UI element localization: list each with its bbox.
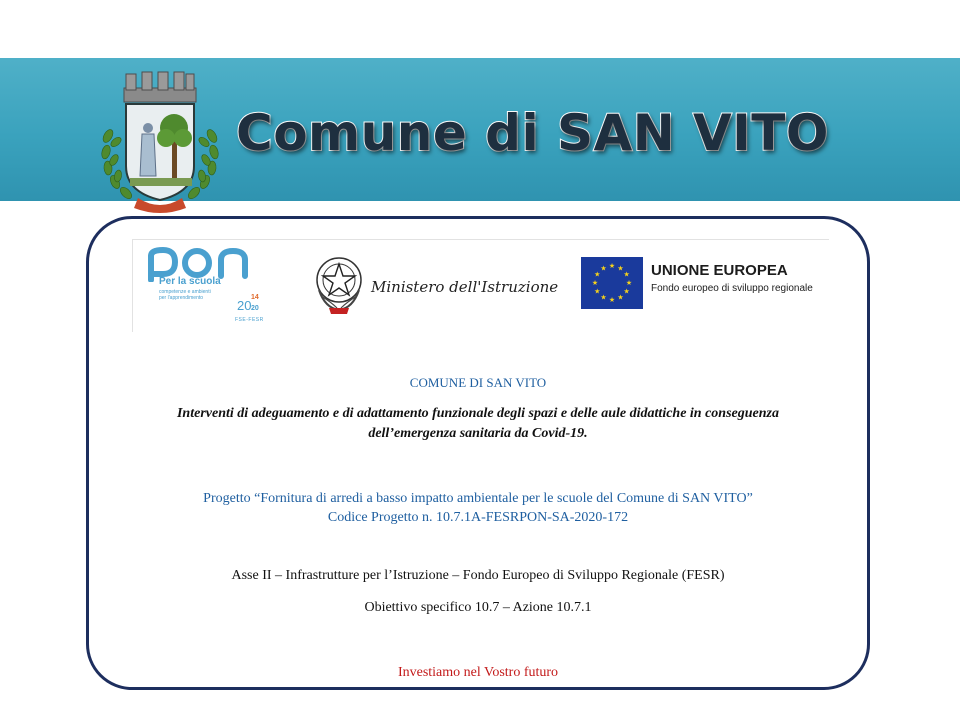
svg-text:★: ★ [623,287,630,296]
pon-line-3: per l'apprendimento [159,295,204,301]
page-title: Comune di SAN VITO [236,104,829,162]
municipal-crest-icon [90,66,230,216]
svg-text:★: ★ [623,270,630,279]
intervention-line-1: Interventi di adeguamento e di adattamento funzionale degli spazi e delle aule didattiche in conseguenza [176,406,779,421]
pon-line-2: competenze e ambienti [159,289,211,295]
svg-text:★: ★ [617,264,624,273]
svg-text:★: ★ [608,296,616,304]
pon-logo [145,246,265,328]
logo-strip [132,239,829,332]
svg-text:★: ★ [617,293,624,302]
ministry-label: Ministero dell'Istruzione [371,278,559,296]
pon-year-top: 14 [251,294,259,301]
svg-text:★: ★ [625,279,633,287]
pon-line-1: Per la scuola [159,276,221,287]
project-code: Codice Progetto n. 10.7.1A-FESRPON-SA-2020-172 [327,510,629,525]
svg-text:★: ★ [591,279,599,287]
motto: Investiamo nel Vostro futuro [397,665,559,680]
intervention-line-2: dell’emergenza sanitaria da Covid-19. [368,426,588,441]
svg-text:★: ★ [594,270,601,279]
eu-subtitle: Fondo europeo di sviluppo regionale [651,283,813,294]
eu-title: UNIONE EUROPEA [651,262,788,279]
svg-text:★: ★ [608,262,616,270]
svg-text:★: ★ [600,293,607,302]
axis-line: Asse II – Infrastrutture per l’Istruzione – Fondo Europeo di Sviluppo Regionale (FESR) [231,568,725,583]
objective-line: Obiettivo specifico 10.7 – Azione 10.7.1 [364,600,592,615]
municipality-name: COMUNE DI SAN VITO [409,375,547,390]
eu-flag-icon [581,257,643,309]
pon-fund: FSE-FESR [235,317,264,323]
italian-republic-emblem-icon [311,250,367,316]
pon-year-bottom: 20 [251,305,259,312]
svg-text:★: ★ [594,287,601,296]
project-title: Progetto “Fornitura di arredi a basso impatto ambientale per le scuole del Comune di SAN VITO” [203,491,753,506]
svg-text:★: ★ [600,264,607,273]
pon-year-prefix: 20 [237,298,252,313]
